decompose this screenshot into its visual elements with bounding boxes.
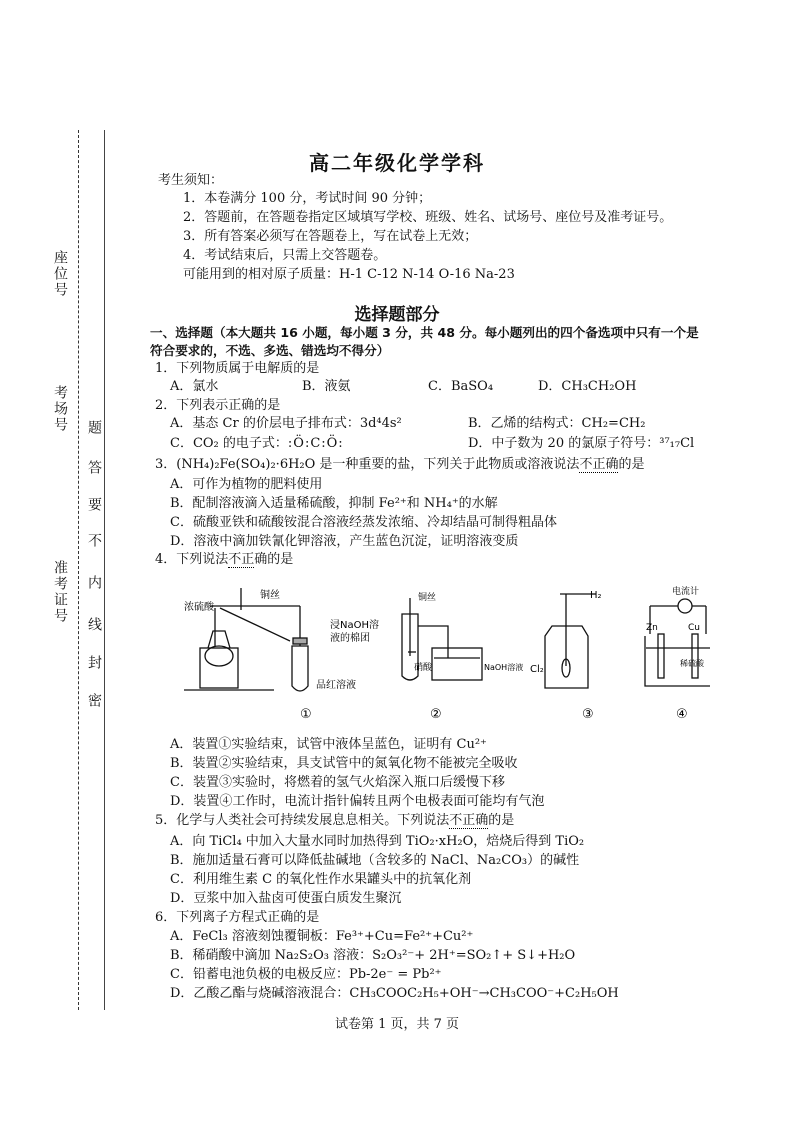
section-intro: 符合要求的，不选、多选、错选均不得分） bbox=[150, 343, 390, 358]
option-d: D．装置④工作时，电流计指针偏转且两个电极表面可能均有气泡 bbox=[170, 794, 545, 809]
notice-item: 4．考试结束后，只需上交答题卷。 bbox=[183, 248, 387, 263]
apparatus-figure bbox=[180, 586, 710, 726]
chlorine-isotope-symbol: ³⁷₁₇Cl bbox=[659, 436, 695, 451]
label-naoh-solution: NaOH溶液 bbox=[484, 663, 524, 672]
option-c: C．BaSO₄ bbox=[428, 379, 494, 394]
atomic-mass-line: 可能用到的相对原子质量：H-1 C-12 N-14 O-16 Na-23 bbox=[183, 267, 515, 282]
admission-number-label: 准考证号 bbox=[52, 560, 68, 624]
label-magenta-solution: 品红溶液 bbox=[316, 680, 356, 691]
option-a: A．FeCl₃ 溶液刻蚀覆铜板：Fe³⁺+Cu=Fe²⁺+Cu²⁺ bbox=[170, 929, 474, 944]
option-a: A．装置①实验结束，试管中液体呈蓝色，证明有 Cu²⁺ bbox=[170, 737, 487, 752]
question-stem: 1．下列物质属于电解质的是 bbox=[155, 361, 320, 376]
label-copper-wire: 铜丝 bbox=[260, 590, 280, 601]
notice-item: 3．所有答案必须写在答题卷上，写在试卷上无效； bbox=[183, 229, 478, 244]
page-footer: 试卷第 1 页，共 7 页 bbox=[334, 1017, 460, 1032]
seal-char: 要 bbox=[86, 497, 102, 511]
label-naoh-cotton: 浸NaOH溶 bbox=[330, 620, 379, 631]
option-c: C．铅蓄电池负极的电极反应：Pb-2e⁻ = Pb²⁺ bbox=[170, 967, 442, 982]
question-stem: 5．化学与人类社会可持续发展息息相关。下列说法不正确的是 bbox=[155, 813, 515, 828]
label-ammeter: 电流计 bbox=[672, 587, 700, 597]
option-d: D．CH₃CH₂OH bbox=[538, 379, 637, 394]
seat-number-label: 座位号 bbox=[52, 250, 68, 298]
label-nitric-acid: 硝酸 bbox=[414, 663, 433, 673]
section-title: 选择题部分 bbox=[354, 305, 440, 325]
label-copper-wire-2: 铜丝 bbox=[418, 593, 437, 603]
label-dilute-sulfuric-acid: 稀硫酸 bbox=[680, 659, 704, 668]
apparatus-3-number: ③ bbox=[582, 707, 594, 722]
option-c: C．利用维生素 C 的氧化性作水果罐头中的抗氧化剂 bbox=[170, 872, 472, 887]
binding-dashed-line bbox=[78, 130, 79, 1010]
option-b: B．装置②实验结束，具支试管中的氮氧化物不能被完全吸收 bbox=[170, 756, 518, 771]
seal-char: 密 bbox=[86, 693, 102, 707]
notice-item: 1．本卷满分 100 分，考试时间 90 分钟； bbox=[183, 191, 432, 206]
option-a: A．氯水 bbox=[170, 379, 219, 394]
apparatus-4 bbox=[645, 599, 710, 686]
option-b: B．稀硝酸中滴加 Na₂S₂O₃ 溶液：S₂O₃²⁻+ 2H⁺=SO₂↑+ S↓+H₂O bbox=[170, 948, 576, 963]
option-b: B．乙烯的结构式：CH₂=CH₂ bbox=[468, 416, 646, 431]
seal-char: 内 bbox=[86, 575, 102, 589]
label-zinc: Zn bbox=[646, 623, 658, 633]
option-a: A．基态 Cr 的价层电子排布式：3d⁴4s² bbox=[170, 416, 402, 431]
option-c: C．装置③实验时，将燃着的氢气火焰深入瓶口后缓慢下移 bbox=[170, 775, 505, 790]
seal-char: 题 bbox=[86, 420, 102, 434]
label-chlorine: Cl₂ bbox=[530, 664, 544, 675]
option-d: D．中子数为 20 的氯原子符号：³⁷₁₇Cl bbox=[468, 436, 695, 451]
seal-char: 不 bbox=[86, 533, 102, 547]
option-d: D．乙酸乙酯与烧碱溶液混合：CH₃COOC₂H₅+OH⁻→CH₃COO⁻+C₂H₅OH bbox=[170, 986, 619, 1001]
apparatus-3 bbox=[545, 594, 596, 688]
exam-room-label: 考场号 bbox=[52, 385, 68, 433]
label-naoh-cotton-2: 液的棉团 bbox=[330, 633, 370, 644]
question-stem: 2．下列表示正确的是 bbox=[155, 398, 281, 413]
question-stem: 3．(NH₄)₂Fe(SO₄)₂·6H₂O 是一种重要的盐，下列关于此物质或溶液说法不正确的是 bbox=[155, 457, 645, 472]
binding-solid-line bbox=[104, 130, 105, 1010]
question-stem: 6．下列离子方程式正确的是 bbox=[155, 910, 320, 925]
co2-electron-formula: :Ö:C:Ö: bbox=[287, 436, 344, 451]
apparatus-4-number: ④ bbox=[676, 707, 688, 722]
seal-char: 封 bbox=[86, 655, 102, 669]
option-b: B．配制溶液滴入适量稀硫酸，抑制 Fe²⁺和 NH₄⁺的水解 bbox=[170, 496, 498, 511]
option-d: D．豆浆中加入盐卤可使蛋白质发生聚沉 bbox=[170, 891, 402, 906]
option-c: C．硫酸亚铁和硫酸铵混合溶液经蒸发浓缩、冷却结晶可制得粗晶体 bbox=[170, 515, 557, 530]
option-b: B．施加适量石膏可以降低盐碱地（含较多的 NaCl、Na₂CO₃）的碱性 bbox=[170, 853, 580, 868]
option-d: D．溶液中滴加铁氰化钾溶液，产生蓝色沉淀，证明溶液变质 bbox=[170, 534, 519, 549]
section-intro: 一、选择题（本大题共 16 小题，每小题 3 分，共 48 分。每小题列出的四个备选项中只有一个是 bbox=[150, 325, 699, 340]
seal-char: 线 bbox=[86, 617, 102, 631]
notice-title: 考生须知： bbox=[158, 173, 224, 188]
label-conc-sulfuric-acid: 浓硫酸 bbox=[184, 602, 214, 613]
option-a: A．可作为植物的肥料使用 bbox=[170, 477, 323, 492]
option-a: A．向 TiCl₄ 中加入大量水同时加热得到 TiO₂·xH₂O，焙烧后得到 TiO₂ bbox=[170, 834, 585, 849]
option-b: B．液氨 bbox=[302, 379, 351, 394]
seal-char: 答 bbox=[86, 460, 102, 474]
notice-item: 2．答题前，在答题卷指定区域填写学校、班级、姓名、试场号、座位号及准考证号。 bbox=[183, 210, 673, 225]
label-hydrogen: H₂ bbox=[590, 590, 602, 601]
label-copper: Cu bbox=[688, 623, 700, 633]
apparatus-1-number: ① bbox=[300, 707, 312, 722]
apparatus-2-number: ② bbox=[430, 707, 442, 722]
question-stem: 4．下列说法不正确的是 bbox=[155, 552, 294, 567]
exam-title: 高二年级化学学科 bbox=[309, 151, 485, 175]
option-c: C．CO₂ 的电子式：:Ö:C:Ö: bbox=[170, 436, 344, 451]
